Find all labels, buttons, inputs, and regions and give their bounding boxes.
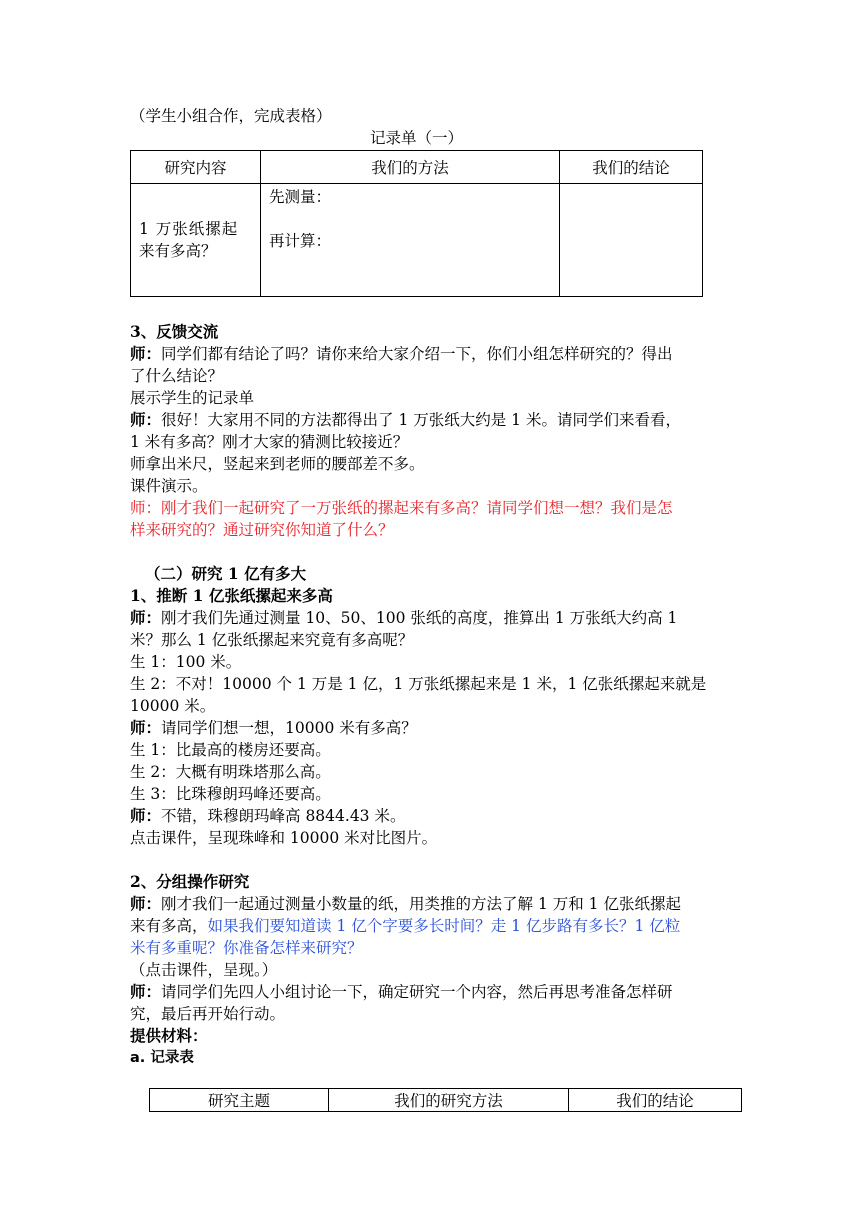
part2-click2: （点击课件，呈现。） bbox=[130, 961, 278, 979]
teacher-label: 师： bbox=[130, 982, 162, 1001]
part2-t4-line3: 米有多重呢？你准备怎样来研究？ bbox=[130, 939, 363, 957]
method-line-1: 先测量： bbox=[269, 188, 332, 206]
part2-t5-line2: 究，最后再开始行动。 bbox=[130, 1005, 286, 1023]
teacher-label: 师： bbox=[130, 608, 162, 627]
part2-t4-line1: 师：刚才我们一起通过测量小数量的纸，用类推的方法了解 1 万和 1 亿张纸摞起 bbox=[130, 894, 681, 913]
table2-header-method: 我们的研究方法 bbox=[329, 1089, 569, 1112]
part2-s3: 生 1：比最高的楼房还要高。 bbox=[130, 741, 331, 759]
section3-p2-line2: 1 米有多高？刚才大家的猜测比较接近？ bbox=[130, 433, 409, 451]
table1-cell-method bbox=[261, 184, 560, 297]
section3-p1-line1: 师：同学们都有结论了吗？请你来给大家介绍一下，你们小组怎样研究的？得出 bbox=[130, 344, 673, 363]
part2-s2-line2: 10000 米。 bbox=[130, 697, 216, 715]
table1-header-conclusion: 我们的结论 bbox=[560, 151, 703, 184]
table1-header-method: 我们的方法 bbox=[261, 151, 560, 184]
part2-click1: 点击课件，呈现珠峰和 10000 米对比图片。 bbox=[130, 829, 438, 847]
record-sheet-label: a. 记录表 bbox=[130, 1050, 194, 1066]
part2-s5: 生 3：比珠穆朗玛峰还要高。 bbox=[130, 785, 331, 803]
part2-s2-line1: 生 2：不对！10000 个 1 万是 1 亿，1 万张纸摞起来是 1 米，1 亿张纸摞起来就是 bbox=[130, 675, 707, 693]
part2-t2: 师：请同学们想一想，10000 米有多高？ bbox=[130, 718, 417, 737]
section3-p1-line2: 了什么结论？ bbox=[130, 367, 224, 385]
table1-header-content: 研究内容 bbox=[131, 151, 261, 184]
method-line-2: 再计算： bbox=[269, 232, 332, 250]
record-table-1 bbox=[130, 150, 703, 297]
materials-label: 提供材料： bbox=[130, 1026, 208, 1045]
part2-t4-line2: 来有多高，如果我们要知道读 1 亿个字要多长时间？走 1 亿步路有多长？1 亿粒 bbox=[130, 917, 681, 935]
table2-header-topic: 研究主题 bbox=[150, 1089, 329, 1112]
content-line-2: 来有多高？ bbox=[139, 242, 217, 260]
section3-heading: 3、反馈交流 bbox=[130, 322, 219, 341]
content-line-1: 1 万张纸摞起 bbox=[139, 220, 239, 238]
teacher-label: 师： bbox=[130, 718, 162, 737]
section3-p4: 课件演示。 bbox=[130, 477, 208, 495]
part2-heading: （二）研究 1 亿有多大 bbox=[145, 564, 307, 583]
teacher-label: 师： bbox=[130, 806, 162, 825]
part2-s1: 生 1：100 米。 bbox=[130, 653, 242, 671]
record-table-2 bbox=[149, 1088, 742, 1112]
section3-p3: 师拿出米尺，竖起来到老师的腰部差不多。 bbox=[130, 455, 425, 473]
part2-t5-line1: 师：请同学们先四人小组讨论一下，确定研究一个内容，然后再思考准备怎样研 bbox=[130, 982, 673, 1001]
table2-header-conclusion: 我们的结论 bbox=[569, 1089, 742, 1112]
table1-title: 记录单（一） bbox=[369, 129, 463, 147]
table1-cell-conclusion bbox=[560, 184, 703, 297]
section3-red-line1: 师：刚才我们一起研究了一万张纸的摞起来有多高？请同学们想一想？我们是怎 bbox=[130, 499, 673, 517]
teacher-label: 师： bbox=[130, 894, 162, 913]
part2-sub2: 2、分组操作研究 bbox=[130, 872, 250, 891]
teacher-label: 师： bbox=[130, 344, 162, 363]
part2-t1-line1: 师：刚才我们先通过测量 10、50、100 张纸的高度，推算出 1 万张纸大约高 1 bbox=[130, 608, 678, 627]
part2-t3: 师：不错，珠穆朗玛峰高 8844.43 米。 bbox=[130, 806, 406, 825]
table1-cell-content bbox=[131, 184, 261, 297]
section3-show: 展示学生的记录单 bbox=[130, 389, 255, 407]
intro-note: （学生小组合作，完成表格） bbox=[130, 107, 332, 125]
part2-t1-line2: 米？那么 1 亿张纸摞起来究竟有多高呢？ bbox=[130, 631, 414, 649]
section3-red-line2: 样来研究的？通过研究你知道了什么？ bbox=[130, 521, 394, 539]
part2-sub1: 1、推断 1 亿张纸摞起来多高 bbox=[130, 586, 333, 605]
section3-p2-line1: 师：很好！大家用不同的方法都得出了 1 万张纸大约是 1 米。请同学们来看看， bbox=[130, 410, 681, 429]
part2-s4: 生 2：大概有明珠塔那么高。 bbox=[130, 763, 331, 781]
teacher-label: 师： bbox=[130, 410, 162, 429]
